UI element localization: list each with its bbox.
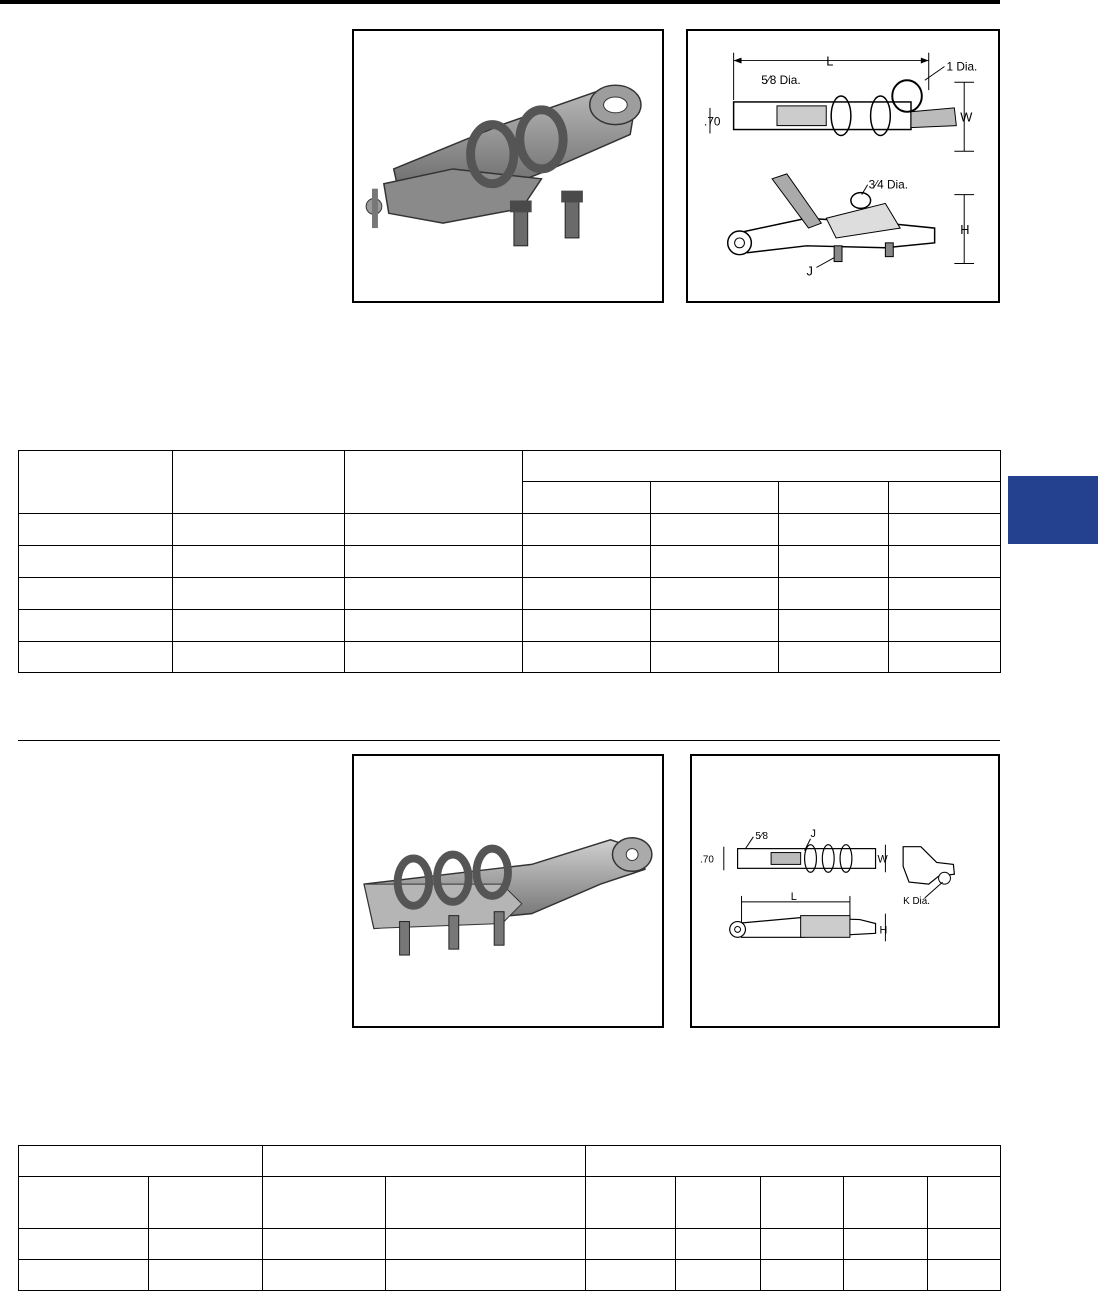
top-rule [0, 0, 1000, 4]
table-cell [345, 546, 523, 578]
table-cell [928, 1229, 1001, 1260]
dim-J-label: J [806, 263, 813, 279]
table-cell [889, 546, 1001, 578]
clamp-photo-image [354, 31, 662, 301]
dim-L-label-2: L [790, 890, 797, 903]
table-cell [345, 578, 523, 610]
dim-70-label-2: .70 [700, 854, 714, 866]
table-header-cell [19, 1177, 149, 1229]
product-photo-2 [352, 754, 664, 1028]
table-cell [173, 514, 345, 546]
table-cell [523, 514, 651, 546]
table-header-cell [586, 1177, 676, 1229]
table-cell [19, 642, 173, 673]
table-subheader-row [19, 1177, 1001, 1229]
table-header-cell [263, 1177, 386, 1229]
table-cell [523, 546, 651, 578]
table-cell [173, 642, 345, 673]
table-cell [523, 642, 651, 673]
table-cell [651, 578, 779, 610]
table-header-cell [761, 1177, 844, 1229]
table-header-cell [263, 1146, 586, 1177]
dim-W-label-2: W [877, 853, 888, 866]
table-header-cell [345, 451, 523, 514]
table-cell [345, 514, 523, 546]
dim-one-dia-label: 1 Dia. [946, 59, 978, 74]
table-cell [779, 514, 889, 546]
table-header-row [19, 1146, 1001, 1177]
table-header-cell [19, 1146, 263, 1177]
table-cell [586, 1260, 676, 1291]
table-cell [676, 1229, 761, 1260]
table-cell [651, 610, 779, 642]
table-cell [651, 642, 779, 673]
product-photo-1 [352, 29, 664, 303]
table-header-cell [523, 451, 1001, 482]
table-cell [844, 1229, 928, 1260]
table-cell [149, 1229, 263, 1260]
dim-k-dia-label: K Dia. [903, 895, 930, 907]
table-row [19, 1260, 1001, 1291]
table-cell [779, 546, 889, 578]
table-cell [263, 1260, 386, 1291]
table-header-cell [928, 1177, 1001, 1229]
table-cell [761, 1260, 844, 1291]
table-cell [19, 514, 173, 546]
table-cell [676, 1260, 761, 1291]
dim-L-label: L [826, 53, 834, 69]
table-cell [779, 610, 889, 642]
dim-H-label: H [960, 221, 970, 237]
table-cell [844, 1260, 928, 1291]
dim-70-label: .70 [704, 114, 721, 129]
table-cell [651, 546, 779, 578]
table-cell [889, 610, 1001, 642]
table-row [19, 1229, 1001, 1260]
table-cell [19, 546, 173, 578]
table-cell [173, 578, 345, 610]
dim-H-label-2: H [879, 924, 888, 937]
table-cell [19, 578, 173, 610]
table-cell [386, 1260, 586, 1291]
table-cell [889, 642, 1001, 673]
table-cell [345, 642, 523, 673]
table-row [19, 546, 1001, 578]
table-row [19, 642, 1001, 673]
table-cell [889, 514, 1001, 546]
table-header-cell [173, 451, 345, 514]
table-cell [386, 1229, 586, 1260]
table-header-cell [676, 1177, 761, 1229]
table-cell [779, 578, 889, 610]
table-header-cell [586, 1146, 1001, 1177]
table-row [19, 610, 1001, 642]
clamp-photo-image-2 [354, 756, 662, 1026]
table-cell [586, 1229, 676, 1260]
table-header-row [19, 451, 1001, 482]
clamp-dimension-drawing [688, 31, 998, 301]
table-cell [779, 642, 889, 673]
table-cell [19, 1229, 149, 1260]
table-cell [889, 578, 1001, 610]
table-cell [263, 1229, 386, 1260]
table-header-cell [523, 482, 651, 514]
dim-J-label-2: J [810, 827, 816, 840]
spec-table-2 [18, 1145, 1001, 1291]
table-cell [651, 514, 779, 546]
table-cell [173, 546, 345, 578]
table-header-cell [149, 1177, 263, 1229]
table-cell [19, 610, 173, 642]
product-diagram-1 [686, 29, 1000, 303]
table-cell [523, 578, 651, 610]
table-header-cell [651, 482, 779, 514]
table-cell [173, 610, 345, 642]
table-cell [523, 610, 651, 642]
dim-five-eighths-label-2: 5⁄8 [755, 830, 768, 842]
table-row [19, 578, 1001, 610]
section-tab[interactable] [1008, 476, 1098, 544]
table-header-cell [779, 482, 889, 514]
spec-table-1 [18, 450, 1001, 673]
table-header-cell [844, 1177, 928, 1229]
section-divider [18, 740, 1000, 741]
table-header-cell [19, 451, 173, 514]
table-header-cell [889, 482, 1001, 514]
table-cell [761, 1229, 844, 1260]
table-row [19, 514, 1001, 546]
table-cell [149, 1260, 263, 1291]
table-header-cell [386, 1177, 586, 1229]
dim-five-eighths-label: 5⁄8 Dia. [761, 73, 801, 88]
dim-three-quarter-label: 3⁄4 Dia. [868, 177, 909, 192]
clamp-dimension-drawing-2 [692, 756, 998, 1026]
product-diagram-2 [690, 754, 1000, 1028]
table-cell [928, 1260, 1001, 1291]
dim-W-label: W [960, 109, 973, 125]
table-cell [345, 610, 523, 642]
table-cell [19, 1260, 149, 1291]
